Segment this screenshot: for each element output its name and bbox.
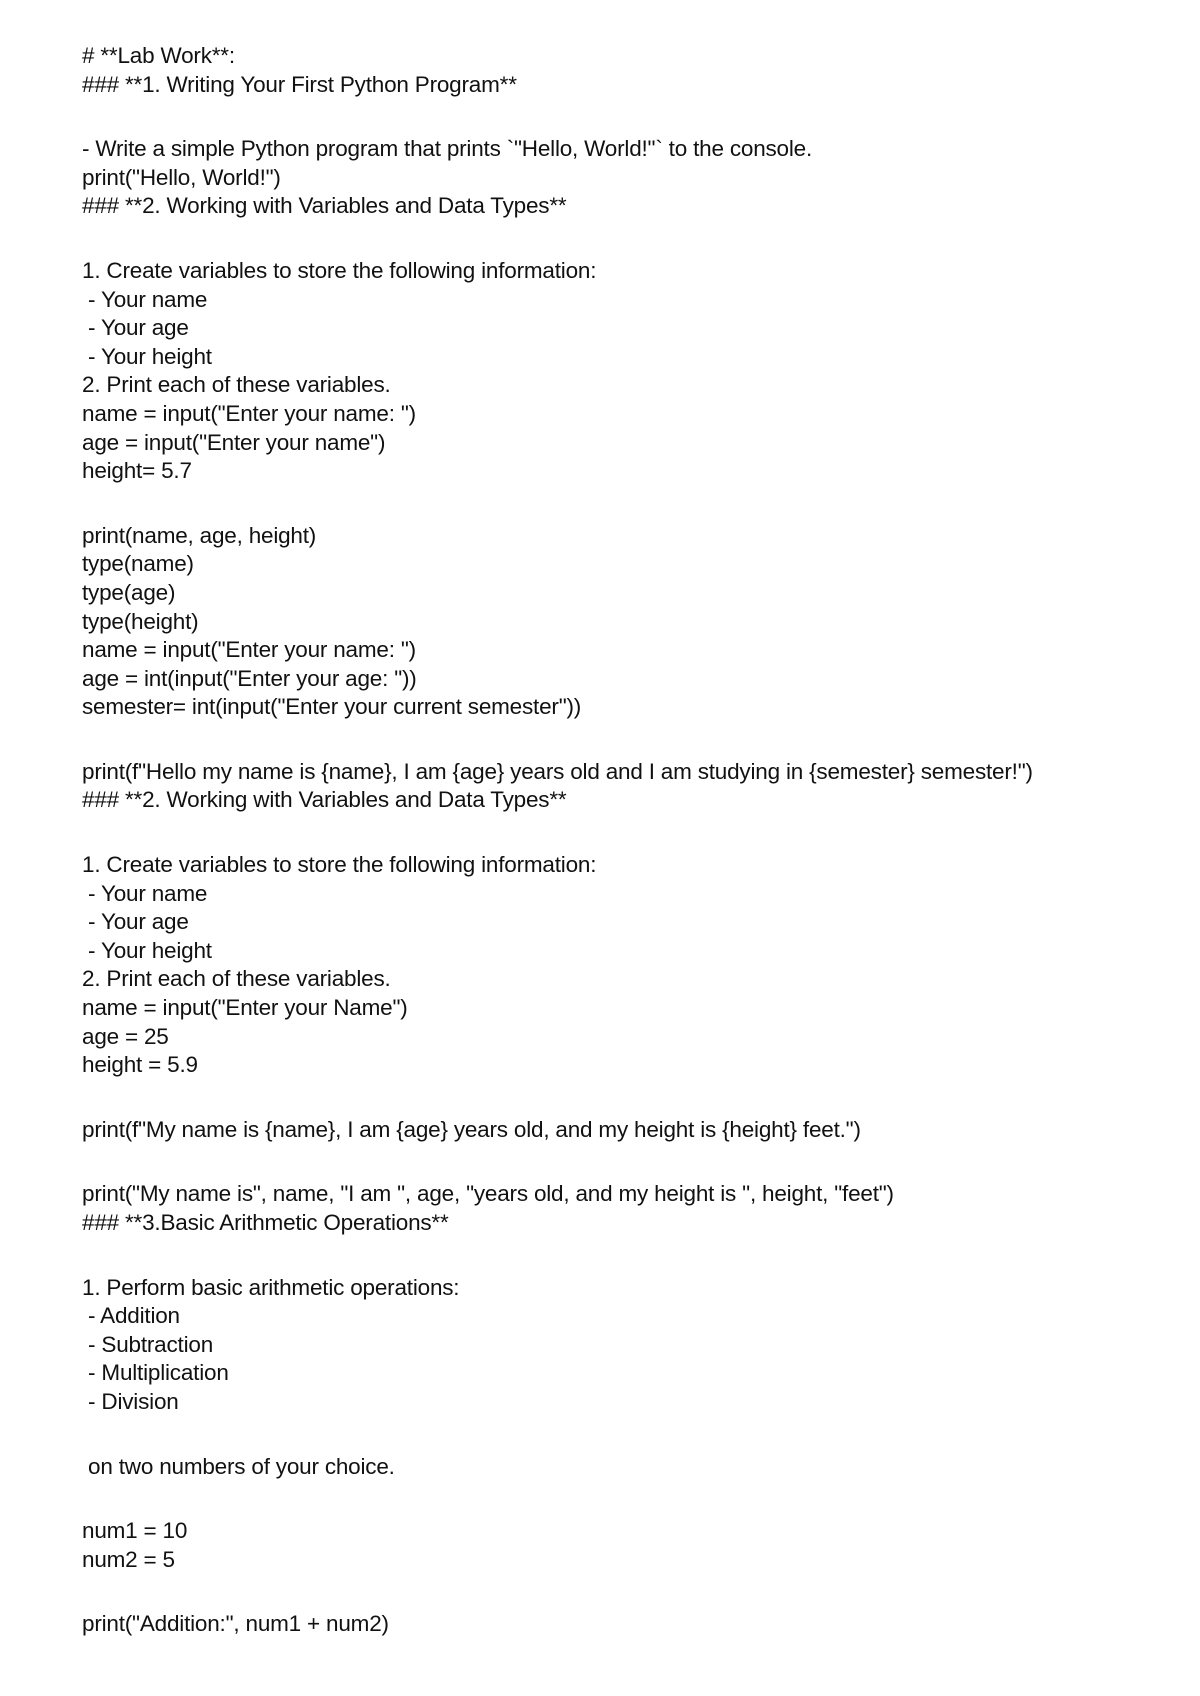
- text-line: ### **1. Writing Your First Python Program**: [82, 71, 517, 97]
- text-line: # **Lab Work**:: [82, 43, 235, 68]
- text-line: height= 5.7: [82, 458, 192, 484]
- blank-line: [82, 722, 1182, 758]
- text-line: type(age): [82, 579, 176, 605]
- text-line: ### **3.Basic Arithmetic Operations**: [82, 1210, 449, 1235]
- text-line: 2. Print each of these variables.: [82, 966, 391, 992]
- text-line: name = input("Enter your name: "): [82, 637, 416, 663]
- text-line: print(f"Hello my name is {name}, I am {age} years old and I am studying in {semester} semester!"): [82, 758, 1033, 784]
- text-line: - Division: [82, 1388, 179, 1414]
- text-line: print(name, age, height): [82, 522, 317, 548]
- document-page: [82, 42, 1182, 1639]
- text-line: print(f"My name is {name}, I am {age} years old, and my height is {height} feet."): [82, 1116, 861, 1142]
- text-line: - Your name: [82, 880, 208, 906]
- text-line: 2. Print each of these variables.: [82, 372, 391, 398]
- text-line: - Write a simple Python program that prints `"Hello, World!"` to the console.: [82, 136, 813, 162]
- text-line: - Your height: [82, 343, 212, 369]
- text-line: num1 = 10: [82, 1518, 188, 1544]
- text-line: age = input("Enter your name"): [82, 429, 386, 455]
- text-line: - Multiplication: [82, 1360, 229, 1386]
- blank-line: [82, 1144, 1182, 1180]
- text-line: - Your age: [82, 909, 189, 935]
- text-line: 1. Perform basic arithmetic operations:: [82, 1274, 460, 1300]
- text-line: 1. Create variables to store the following information:: [82, 852, 597, 878]
- text-line: age = 25: [82, 1023, 169, 1049]
- blank-line: [82, 99, 1182, 135]
- text-line: - Addition: [82, 1303, 180, 1329]
- blank-line: [82, 1481, 1182, 1517]
- blank-line: [82, 815, 1182, 851]
- blank-line: [82, 1238, 1182, 1274]
- text-line: semester= int(input("Enter your current semester")): [82, 694, 582, 720]
- blank-line: [82, 1574, 1182, 1610]
- blank-line: [82, 486, 1182, 522]
- text-line: on two numbers of your choice.: [82, 1453, 395, 1479]
- blank-line: [82, 1417, 1182, 1453]
- text-line: - Subtraction: [82, 1331, 214, 1357]
- blank-line: [82, 221, 1182, 257]
- text-line: ### **2. Working with Variables and Data Types**: [82, 787, 567, 813]
- text-line: type(height): [82, 608, 199, 634]
- text-line: num2 = 5: [82, 1546, 175, 1572]
- text-line: name = input("Enter your Name"): [82, 995, 408, 1021]
- blank-line: [82, 1080, 1182, 1116]
- text-line: print("Addition:", num1 + num2): [82, 1611, 389, 1637]
- text-line: - Your name: [82, 286, 208, 312]
- text-line: age = int(input("Enter your age: ")): [82, 665, 417, 691]
- text-line: - Your height: [82, 937, 212, 963]
- text-line: ### **2. Working with Variables and Data Types**: [82, 193, 567, 219]
- text-line: - Your age: [82, 315, 189, 341]
- text-line: type(name): [82, 551, 194, 577]
- text-line: name = input("Enter your name: "): [82, 400, 416, 426]
- text-line: height = 5.9: [82, 1052, 198, 1078]
- text-line: 1. Create variables to store the following information:: [82, 257, 597, 283]
- text-line: print("My name is", name, "I am ", age, "years old, and my height is ", height, "feet"): [82, 1181, 894, 1207]
- text-line: print("Hello, World!"): [82, 164, 281, 190]
